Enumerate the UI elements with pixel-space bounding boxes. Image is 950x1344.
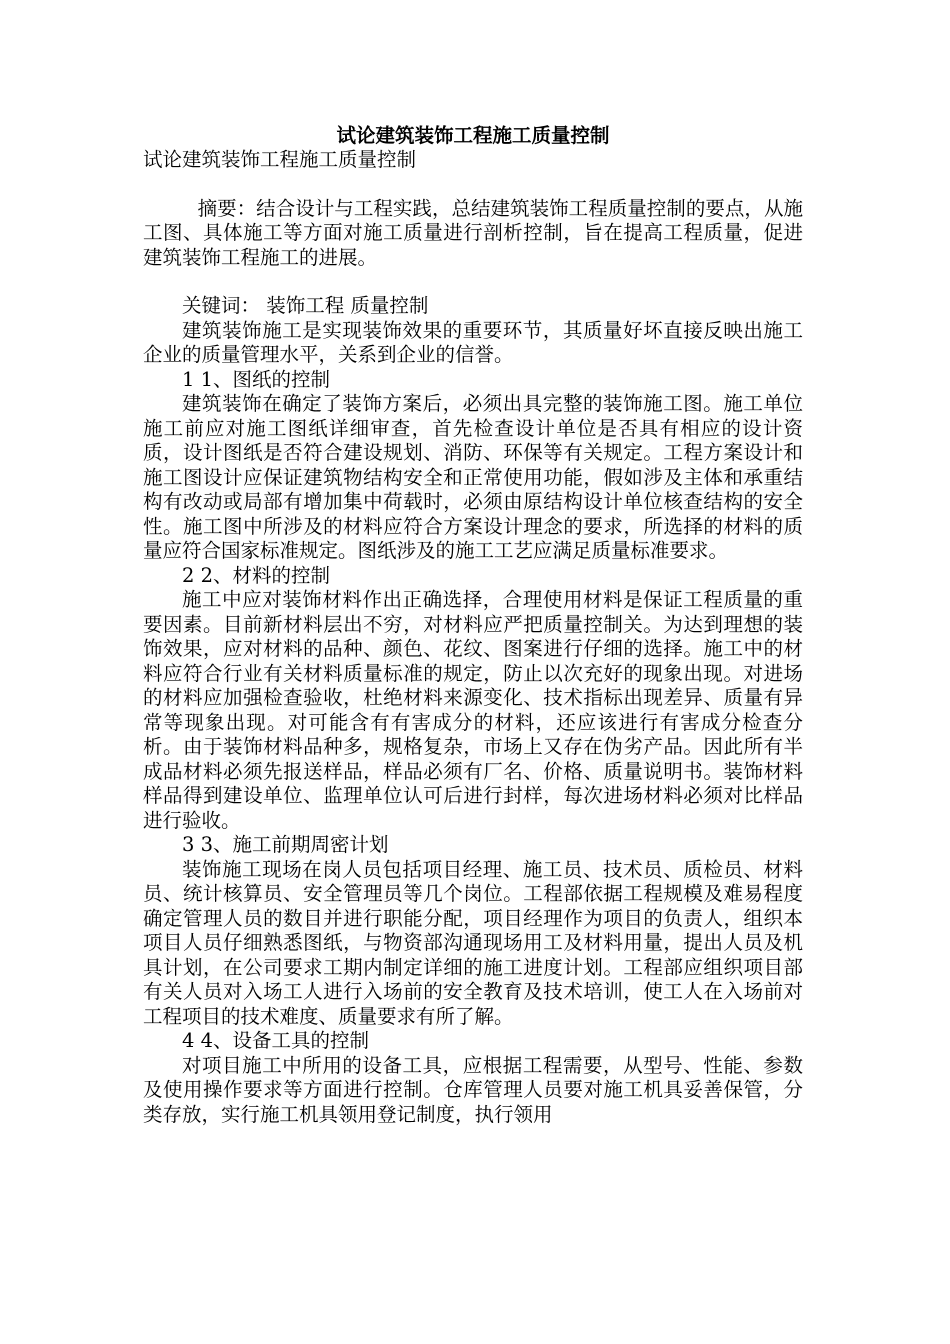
section-body-drawings: 建筑装饰在确定了装饰方案后，必须出具完整的装饰施工图。施工单位施工前应对施工图纸详细审查，首先检查设计单位是否具有相应的设计资质，设计图纸是否符合建设规划、消防、环保等有关规定。工程方案设计和施工图设计应保证建筑物结构安全和正常使用功能，假如涉及主体和承重结构有改动或局部有增加集中荷载时，必须由原结构设计单位核查结构的安全性。施工图中所涉及的材料应符合方案设计理念的要求，所选择的材料的质量应符合国家标准规定。图纸涉及的施工工艺应满足质量标准要求。: [143, 392, 803, 562]
section-body-materials: 施工中应对装饰材料作出正确选择，合理使用材料是保证工程质量的重要因素。目前新材料层出不穷，对材料应严把质量控制关。为达到理想的装饰效果，应对材料的品种、颜色、花纹、图案进行仔细的选择。施工中的材料应符合行业有关材料质量标准的规定，防止以次充好的现象出现。对进场的材料应加强检查验收，杜绝材料来源变化、技术指标出现差异、质量有异常等现象出现。对可能含有有害成分的材料，还应该进行有害成分检查分析。由于装饰材料品种多，规格复杂，市场上又存在伪劣产品。因此所有半成品材料必须先报送样品，样品必须有厂名、价格、质量说明书。装饰材料样品得到建设单位、监理单位认可后进行封样，每次进场材料必须对比样品进行验收。: [143, 588, 803, 832]
document-subtitle: 试论建筑装饰工程施工质量控制: [143, 148, 417, 171]
section-heading-materials: 2 2、材料的控制: [182, 563, 331, 587]
section-body-planning: 装饰施工现场在岗人员包括项目经理、施工员、技术员、质检员、材料员、统计核算员、安全管理员等几个岗位。工程部依据工程规模及难易程度确定管理人员的数目并进行职能分配，项目经理作为项目的负责人，组织本项目人员仔细熟悉图纸，与物资部沟通现场用工及材料用量，提出人员及机具计划，在公司要求工期内制定详细的施工进度计划。工程部应组织项目部有关人员对入场工人进行入场前的安全教育及技术培训，使工人在入场前对工程项目的技术难度、质量要求有所了解。: [143, 857, 803, 1028]
document-content: [143, 124, 803, 1127]
section-heading-equipment: 4 4、设备工具的控制: [182, 1029, 370, 1052]
intro-paragraph: 建筑装饰施工是实现装饰效果的重要环节，其质量好坏直接反映出施工企业的质量管理水平，关系到企业的信誉。: [143, 318, 803, 366]
section-heading-planning: 3 3、施工前期周密计划: [182, 833, 389, 856]
section-heading-drawings: 1 1、图纸的控制: [182, 367, 331, 391]
keywords-line: 关键词： 装饰工程 质量控制: [182, 294, 429, 317]
section-body-equipment: 对项目施工中所用的设备工具，应根据工程需要，从型号、性能、参数及使用操作要求等方面进行控制。仓库管理人员要对施工机具妥善保管，分类存放，实行施工机具领用登记制度，执行领用: [143, 1053, 803, 1126]
abstract-paragraph: 摘要：结合设计与工程实践，总结建筑装饰工程质量控制的要点，从施工图、具体施工等方面对施工质量进行剖析控制，旨在提高工程质量，促进建筑装饰工程施工的进展。: [143, 196, 803, 269]
document-title: 试论建筑装饰工程施工质量控制: [336, 124, 610, 147]
